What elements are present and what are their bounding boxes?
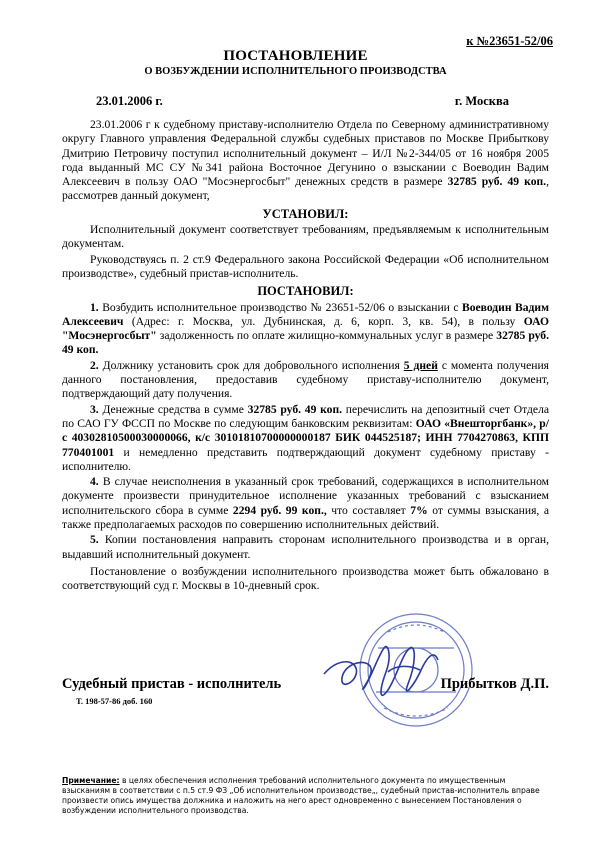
official-stamp-signature — [318, 608, 488, 736]
document-subtitle: О ВОЗБУЖДЕНИИ ИСПОЛНИТЕЛЬНОГО ПРОИЗВОДСТВА — [144, 66, 447, 77]
item-3-text-b: перечислить на депозитный счет Отдела по САО ГУ ФССП по Москве по следующим банковским реквизитам: — [62, 402, 550, 430]
item-1-amount: 32785 руб. 49 коп. — [62, 329, 549, 357]
intro-paragraph — [62, 118, 549, 204]
item-1-debtor: Воеводин Вадим Алексеевич — [62, 300, 549, 328]
item-5-number: 5. — [90, 533, 99, 547]
established-paragraph-2: Руководствуясь п. 2 ст.9 Федерального закона Российской Федерации «Об исполнительном производстве», судебный пристав-исполнитель. — [62, 252, 549, 280]
item-3-bank-details: ОАО «Внешторгбанк», р/с 40302810500030000066, к/с 30101810700000000187 БИК 044525187; ИНН 7704270863, КПП 770401001 — [62, 416, 549, 459]
item-2-number: 2. — [90, 358, 99, 372]
appeal-paragraph: Постановление о возбуждении исполнительного производства может быть обжаловано в соответствующий суд г. Москвы в 10-дневный срок. — [62, 564, 549, 593]
signer-title: Судебный пристав - исполнитель — [62, 676, 282, 692]
item-2-days: 5 дней — [403, 358, 438, 372]
item-1-number: 1. — [90, 300, 99, 314]
item-4-text-a: В случае неисполнения в указанный срок требований, содержащихся в исполнительном документе произвести принудительное исполнение указанных требований с взысканием исполнительского сбора в сумме — [62, 475, 549, 517]
item-4-text-c: от суммы взыскания, а также предполагаемых расходов по совершению исполнительных действий. — [62, 503, 549, 532]
item-4-fee: 2294 руб. 99 коп., — [232, 503, 327, 517]
item-1-text-b: (Адрес: г. Москва, ул. Дубнинская, д. 6, корп. 3, кв. 54), в пользу — [123, 314, 524, 328]
item-3-text-c: и немедленно представить подтверждающий документ судебному приставу - исполнителю. — [62, 445, 549, 473]
item-2-text-a: Должнику установить срок для добровольного исполнения — [98, 358, 404, 372]
signer-phone: Т. 198-57-86 доб. 160 — [76, 696, 153, 706]
resolved-item-3 — [62, 403, 549, 474]
item-1-text-a: Возбудить исполнительное производство № 23651-52/06 о взыскании с — [98, 300, 462, 314]
intro-text-2: , рассмотрев данный документ, — [62, 175, 549, 203]
item-5-text-a: Копии постановления направить сторонам исполнительного производства и в орган, выдавший исполнительный документ. — [62, 533, 549, 561]
item-2-text-b: с момента получения данного постановления, предоставив судебному приставу-исполнителю документ, подтверждающий дату получения. — [62, 358, 549, 401]
case-number: к №23651-52/06 — [466, 34, 553, 48]
resolved-item-2 — [62, 359, 549, 402]
item-1-text-c: задолженность по оплате жилищно-коммунальных услуг в размере — [156, 329, 497, 343]
intro-amount: 32785 руб. 49 коп. — [447, 175, 547, 189]
established-paragraph-1: Исполнительный документ соответствует требованиям, предъявляемым к исполнительным документам. — [62, 223, 549, 251]
item-1-creditor: ОАО "Мосэнергосбыт" — [62, 314, 549, 343]
resolved-item-5 — [62, 533, 549, 562]
item-4-text-b: что составляет — [326, 503, 411, 517]
established-heading: УСТАНОВИЛ: — [262, 206, 349, 221]
footnote — [62, 776, 549, 816]
resolved-heading: ПОСТАНОВИЛ: — [257, 284, 354, 299]
intro-text-1: 23.01.2006 г к судебному приставу-исполнителю Отдела по Северному административному округу Главного управления Федеральной службы судебных приставов по Москве Прибыткову Дмитрию Петровичу поступил исполнительный документ – И/Л №2-344/05 от 16 ноября 2005 года выданный МС СУ №341 района Восточное Дегунино о взыскании с Воеводин Вадим Алексеевич в пользу ОАО "Мосэнергосбыт" денежных средств в размере — [62, 118, 549, 189]
item-4-number: 4. — [90, 475, 99, 489]
item-3-number: 3. — [90, 402, 99, 416]
document-date: 23.01.2006 г. — [96, 94, 163, 108]
item-3-text-a: Денежные средства в сумме — [98, 402, 248, 416]
document-title: ПОСТАНОВЛЕНИЕ — [223, 48, 368, 64]
document-city: г. Москва — [454, 94, 509, 108]
item-4-percent: 7% — [410, 503, 428, 517]
footnote-text: в целях обеспечения исполнения требований исполнительного документа по имущественным взысканиям в соответствии с п.5 ст.9 ФЗ „Об исполнительном производстве„, судебный пристав-исполнитель вправе произвести опись имущества должника и наложить на него арест одновременно с вынесением Постановления о возбуждении исполнительного производства. — [62, 776, 540, 815]
resolved-item-4 — [62, 475, 549, 532]
signer-name: Прибытков Д.П. — [440, 676, 549, 692]
resolved-item-1 — [62, 301, 549, 358]
footnote-label: Примечание: — [62, 776, 120, 785]
item-3-amount: 32785 руб. 49 коп. — [247, 402, 343, 416]
document-body — [62, 118, 549, 594]
